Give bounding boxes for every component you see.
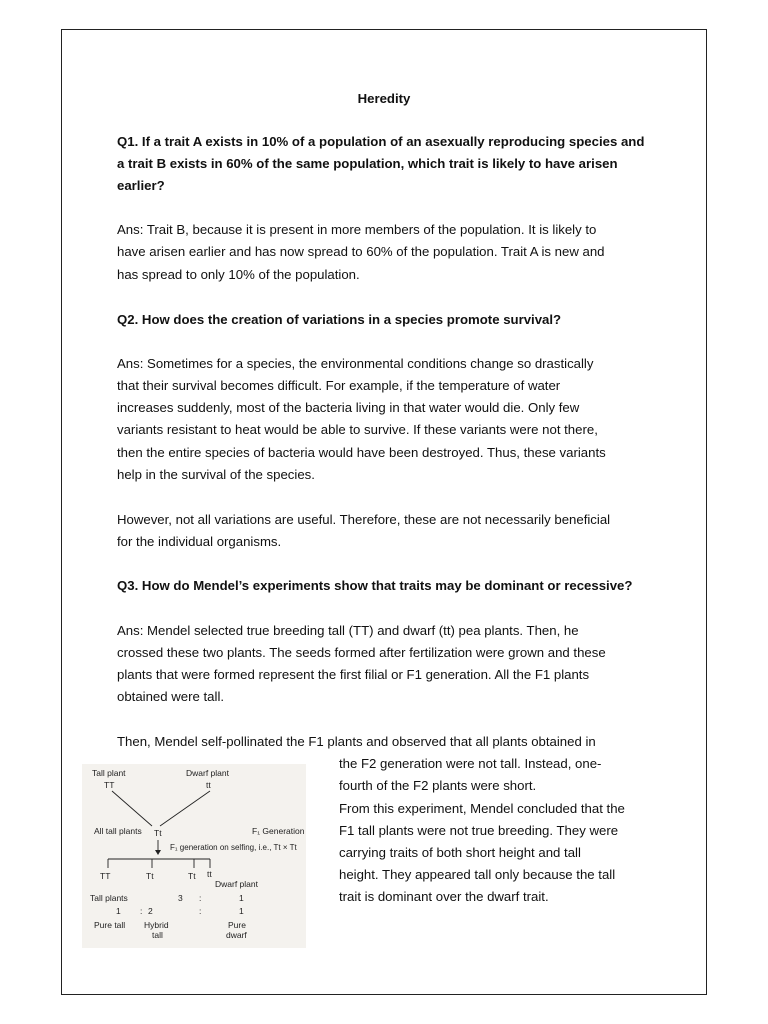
fig-pure-tall: Pure tall: [94, 920, 126, 930]
fig-ratio-sep-3: :: [199, 906, 202, 916]
fig-ratio-tall: 3: [178, 893, 183, 903]
a2-line-2: that their survival becomes difficult. For example, if the temperature of water: [117, 378, 561, 393]
a1-line-1: Ans: Trait B, because it is present in more members of the population. It is likely to: [117, 222, 597, 237]
fig-pure-dwarf: Pure: [228, 920, 246, 930]
a2-line-3: increases suddenly, most of the bacteria living in that water would die. Only few: [117, 400, 580, 415]
q1-line-3: earlier?: [117, 178, 165, 193]
page-title: Heredity: [357, 91, 411, 106]
fig-hybrid-tall: tall: [152, 930, 163, 940]
fig-f1-genotype: Tt: [154, 828, 162, 838]
a3-line-2: crossed these two plants. The seeds formed after fertilization were grown and these: [117, 645, 606, 660]
fig-geno-ratio-3: 1: [239, 906, 244, 916]
fig-arrow-head: [155, 850, 161, 855]
fig-cross-line-right: [160, 791, 210, 826]
fig-ratio-sep-2: :: [140, 906, 143, 916]
fig-dwarf-plant: Dwarf plant: [186, 768, 229, 778]
a3b-side-6: height. They appeared tall only because the tall: [339, 867, 616, 882]
a3b-side-4: F1 tall plants were not true breeding. They were: [339, 823, 619, 838]
a3b-side-1: the F2 generation were not tall. Instead, one-: [339, 756, 602, 771]
a1-line-3: has spread to only 10% of the population.: [117, 267, 360, 282]
a2-line-6: help in the survival of the species.: [117, 467, 315, 482]
fig-all-tall: All tall plants: [94, 826, 142, 836]
fig-f1-generation: F₁ Generation: [252, 826, 305, 836]
a1-line-2: have arisen earlier and has now spread to 60% of the population. Trait A is new and: [117, 244, 605, 259]
fig-pure-dwarf-2: dwarf: [226, 930, 247, 940]
a2-line-1: Ans: Sometimes for a species, the environmental conditions change so drastically: [117, 356, 594, 371]
a3-line-4: obtained were tall.: [117, 689, 225, 704]
a3-line-3: plants that were formed represent the first filial or F1 generation. All the F1 plants: [117, 667, 590, 682]
fig-selfing-label: F₁ generation on selfing, i.e., Tt × Tt: [170, 843, 297, 852]
a2b-line-1: However, not all variations are useful. Therefore, these are not necessarily beneficial: [117, 512, 611, 527]
q2-heading: Q2. How does the creation of variations in a species promote survival?: [117, 312, 562, 327]
fig-dwarf-genotype: tt: [206, 780, 211, 790]
a3b-side-3: From this experiment, Mendel concluded that the: [339, 801, 625, 816]
fig-offspring-tt-3: Tt: [188, 871, 196, 881]
q1-line-2: a trait B exists in 60% of the same population, which trait is likely to have arisen: [117, 156, 618, 171]
a2-line-5: then the entire species of bacteria would have been destroyed. Thus, these variants: [117, 445, 606, 460]
q3-heading: Q3. How do Mendel’s experiments show that traits may be dominant or recessive?: [117, 578, 633, 593]
fig-geno-ratio-1: 1: [116, 906, 121, 916]
fig-ratio-sep-1: :: [199, 893, 202, 903]
fig-cross-line-left: [112, 791, 152, 826]
a3b-side-7: trait is dominant over the dwarf trait.: [339, 889, 549, 904]
fig-offspring-tt-1: TT: [100, 871, 111, 881]
mendel-cross-diagram: [82, 764, 306, 948]
fig-hybrid: Hybrid: [144, 920, 169, 930]
a2-line-4: variants resistant to heat would be able to survive. If these variants were not there,: [117, 422, 598, 437]
a3-line-1: Ans: Mendel selected true breeding tall (TT) and dwarf (tt) pea plants. Then, he: [117, 623, 579, 638]
fig-tall-genotype: TT: [104, 780, 115, 790]
q1-line-1: Q1. If a trait A exists in 10% of a population of an asexually reproducing species and: [117, 134, 645, 149]
fig-tall-plants: Tall plants: [90, 893, 128, 903]
fig-dwarf-label: Dwarf plant: [215, 879, 258, 889]
a3b-side-5: carrying traits of both short height and tall: [339, 845, 581, 860]
fig-offspring-tt-2: Tt: [146, 871, 154, 881]
a3b-line-1: Then, Mendel self-pollinated the F1 plants and observed that all plants obtained in: [117, 734, 596, 749]
fig-ratio-dwarf: 1: [239, 893, 244, 903]
a3b-side-2: fourth of the F2 plants were short.: [339, 778, 537, 793]
fig-tall-plant: Tall plant: [92, 768, 126, 778]
fig-geno-ratio-2: 2: [148, 906, 153, 916]
a2b-line-2: for the individual organisms.: [117, 534, 282, 549]
fig-offspring-tt-4: tt: [207, 869, 212, 879]
